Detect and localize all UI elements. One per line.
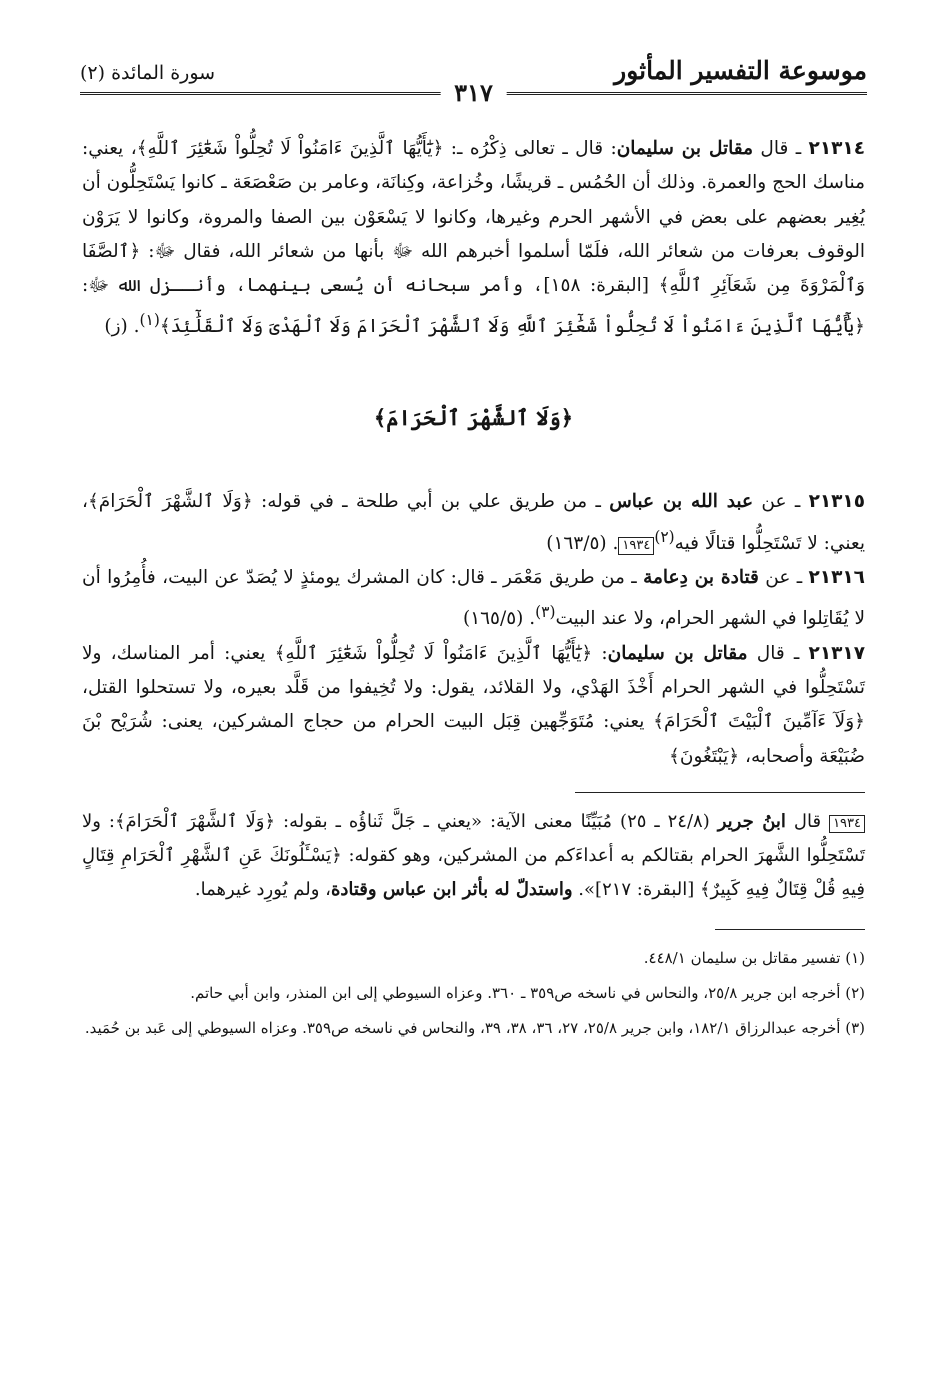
entry-intro: ـ قال	[753, 138, 809, 159]
commentary-ref-box: ١٩٣٤	[618, 537, 654, 555]
entry-number: ٢١٣١٧	[808, 642, 865, 664]
page-number: ٣١٧	[440, 78, 507, 107]
footnote-item: (٣) أخرجه عبدالرزاق ١٨٢/١، وابن جرير ٢٥/٨، ٢٧، ٣٦، ٣٨، ٣٩، والنحاس في ناسخه ص٣٥٩. وعزاه السيوطي إلى عَبد بن حُمَيد.	[84, 1018, 865, 1037]
footnote-ref: (١)	[139, 311, 160, 330]
entry-21314	[82, 132, 865, 345]
entry-number: ٢١٣١٦	[808, 566, 865, 588]
narrator-name: قتادة بن دِعامة	[643, 566, 759, 588]
commentary-bold-tail: واستدلّ له بأثر ابن عباس وقتادة	[330, 878, 573, 900]
narrator-name: مقاتل بن سليمان	[607, 642, 748, 664]
entry-21316	[82, 561, 865, 637]
entry-intro: ـ قال	[747, 642, 809, 664]
book-title: موسوعة التفسير المأثور	[614, 56, 867, 85]
surah-label: سورة المائدة (٢)	[80, 62, 216, 84]
commentary-text: ، ولم يُورِد غيرهما.	[194, 878, 331, 900]
commentary-text: (٢٤/٨ ـ ٢٥) مُبَيِّنًا معنى الآية: «يعني ـ جَلَّ ثَناؤُه ـ بقوله: ﴿وَلَا ٱلشَّهْرَ ٱلْحَرَامَ﴾: ولا تَسْتَحِلُّوا الشَّهرَ الحرام بقتالكم به أعداءَكم من المشركين، وهو كقوله: ﴿يَسْـَٔلُونَكَ عَنِ ٱلشَّهْرِ ٱلْحَرَامِ قِتَالٍ فِيهِ قُلْ قِتَالٌ فِيهِ كَبِيرٌ﴾ [البقرة: ٢١٧]».	[82, 810, 865, 900]
footnote-item: (١) تفسير مقاتل بن سليمان ٤٤٨/١.	[643, 948, 865, 967]
entry-text: : ﴿يَٰٓأَيُّهَا ٱلَّذِينَ ءَامَنُواْ لَا تُحِلُّواْ شَعَٰٓئِرَ ٱللَّهِ﴾ يعني: أمر المناسك، ولا تَسْتَحِلُّوا في الشهر الحرام أَخْذَ الهَدْي، ولا القلائد، يقول: ولا تُخِيفوا من قَلَّد بعيره، ولا تستحلوا القتل، ﴿وَلَآ ءَآمِّينَ ٱلْبَيْتَ ٱلْحَرَامَ﴾ يعني: مُتَوَجِّهين قِبَل البيت الحرام من حجاج المشركين، يعنى: شُرَيْح بْنَ ضُبَيْعَة وأصحابه، ﴿يَبْتَغُونَ﴾	[82, 642, 865, 767]
narrator-name: مقاتل بن سليمان	[616, 138, 754, 159]
entry-21315	[82, 485, 865, 561]
narrator-name: عبد الله بن عباس	[609, 491, 754, 513]
entry-text: ـ من طريق علي بن أبي طلحة ـ في قوله: ﴿وَلَا ٱلشَّهْرَ ٱلْحَرَامَ﴾، يعني: لا تَسْتَحِلُّوا قتالًا فيه	[82, 491, 865, 554]
commentary-text: قال	[785, 810, 830, 832]
footnote-ref: (٢)	[654, 527, 675, 546]
entry-number: ٢١٣١٥	[808, 491, 866, 513]
footnote-separator	[715, 929, 865, 930]
entry-tail: . (١٦٥/٥)	[462, 608, 536, 630]
entry-number: ٢١٣١٤	[808, 138, 866, 159]
commentary-number-box: ١٩٣٤	[829, 815, 865, 833]
entry-intro: ـ عن	[758, 566, 809, 588]
entry-21317	[82, 637, 865, 774]
footnotes	[82, 944, 865, 1043]
entry-text: : قال ـ تعالى ذِكْرُه ـ: ﴿يَٰٓأَيُّهَا ٱلَّذِينَ ءَامَنُواْ لَا تُحِلُّواْ شَعَٰٓئِرَ ٱللَّهِ﴾، يعني: مناسك الحج والعمرة. وذلك أن الحُمُس ـ قريشًا، وخُزاعة، وكِنانَة، وعامر بن صَعْصَعَة ـ كانوا يَسْتَحِلُّون أن يُغِير بعضهم على بعض في الأشهر الحرم وغيرها، وكانوا لا يَسْعَوْن بين الصفا والمروة، وكانوا لا يَرَوْن الوقوف بعرفات من شعائر الله، فلَمّا أسلموا أخبرهم الله ﷻ بأنها من شعائر الله، فقال ﷻ: ﴿ٱلصَّفَا وَٱلْمَرْوَةَ مِن شَعَآئِرِ ٱللَّهِ﴾ [البقرة: ١٥٨]، وأمر سبحانه أن يُسعى بينهما، وأنــزل الله ﷻ: ﴿يَٰٓأَيُّهَا ٱلَّذِينَ ءَامَنُواْ لَا تُحِلُّواْ شَعَٰٓئِرَ ٱللَّهِ وَلَا ٱلشَّهْرَ ٱلْحَرَامَ وَلَا ٱلْهَدْىَ وَلَا ٱلْقَلَٰٓئِدَ﴾	[82, 138, 865, 338]
page-body	[82, 132, 865, 1049]
entry-intro: ـ عن	[753, 491, 809, 513]
commentary-note	[82, 805, 865, 907]
commentary-scholar: ابنُ جرير	[717, 810, 786, 832]
page-header	[80, 56, 867, 108]
entry-tail: . (١٦٣/٥)	[546, 532, 619, 554]
footnote-item: (٢) أخرجه ابن جرير ٢٥/٨، والنحاس في ناسخه ص٣٥٩ ـ ٣٦٠. وعزاه السيوطي إلى ابن المنذر، وابن أبي حاتم.	[190, 983, 865, 1002]
footnote-ref: (٣)	[535, 603, 556, 622]
entry-text: ـ من طريق مَعْمَر ـ قال: كان المشرك يومئذٍ لا يُصَدّ عن البيت، فأُمِرُوا أن لا يُقَاتِلوا في الشهر الحرام، ولا عند البيت	[82, 566, 865, 630]
section-heading: ﴿وَلَا ٱلشَّهْرَ ٱلْحَرَامَ﴾	[373, 404, 574, 430]
entry-tail: . (ز)	[104, 316, 140, 338]
commentary-separator	[575, 792, 865, 793]
